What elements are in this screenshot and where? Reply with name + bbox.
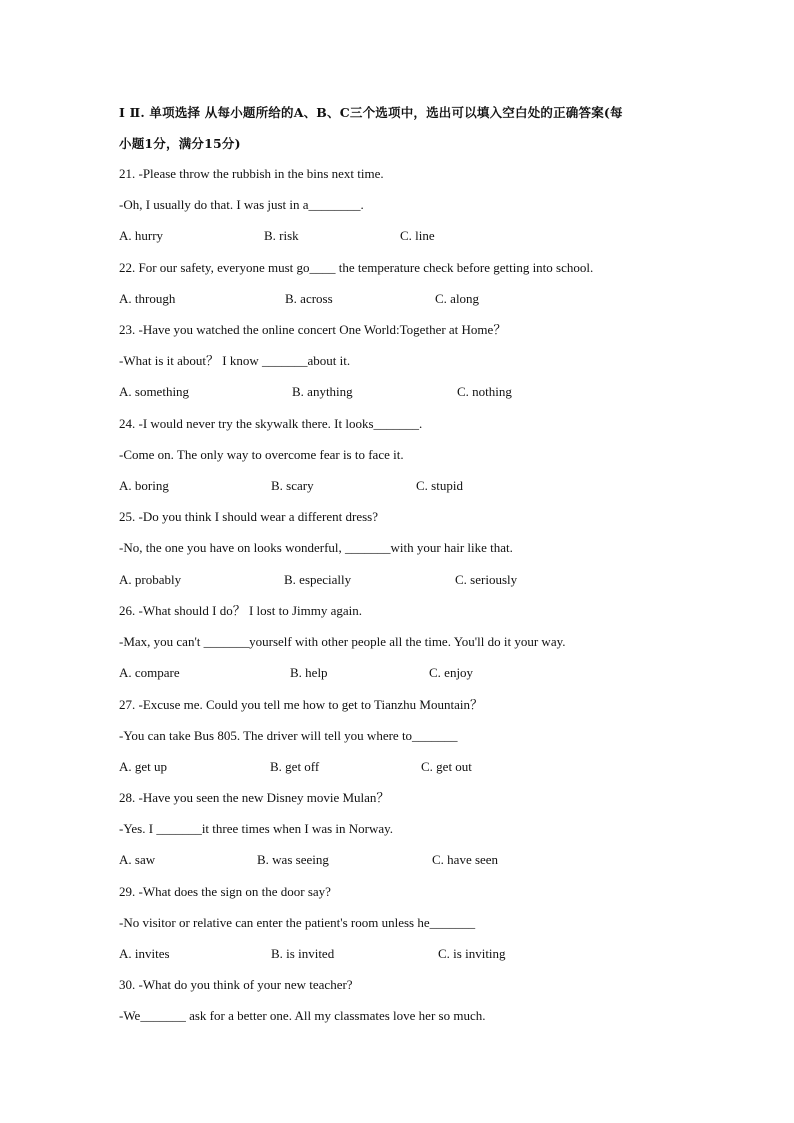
question-24-prompt: 24. -I would never try the skywalk there. It looks_______. (119, 416, 423, 431)
question-25-option-c: C. seriously (455, 572, 518, 587)
question-29-response: -No visitor or relative can enter the patient's room unless he_______ (119, 915, 476, 930)
question-27-option-a: A. get up (119, 759, 168, 774)
question-28-option-a: A. saw (119, 852, 156, 867)
question-28-option-c: C. have seen (432, 852, 499, 867)
question-22-option-b: B. across (285, 291, 333, 306)
question-24-response: -Come on. The only way to overcome fear is to face it. (119, 447, 404, 462)
question-23-option-c: C. nothing (457, 384, 512, 399)
question-22-prompt: 22. For our safety, everyone must go____ the temperature check before getting into school. (119, 260, 594, 275)
question-28-option-b: B. was seeing (257, 852, 329, 867)
question-29-option-a: A. invites (119, 946, 170, 961)
section-heading (119, 97, 694, 159)
section-heading-line-2: 小题1分，满分15分) (119, 136, 241, 151)
question-28-response: -Yes. I _______it three times when I was in Norway. (119, 821, 394, 836)
question-27-response: -You can take Bus 805. The driver will tell you where to_______ (119, 728, 458, 743)
question-29-option-c: C. is inviting (438, 946, 506, 961)
question-28-prompt: 28. -Have you seen the new Disney movie Mulan？ (119, 790, 390, 805)
question-25-prompt: 25. -Do you think I should wear a different dress? (119, 509, 378, 524)
section-heading-line-1: Ⅰ Ⅱ. 单项选择 从每小题所给的A、B、C三个选项中，选出可以填入空白处的正确答案(每 (119, 105, 623, 120)
question-23-response: -What is it about？ I know _______about it. (119, 353, 351, 368)
question-26-prompt: 26. -What should I do？ I lost to Jimmy again. (119, 603, 363, 618)
question-23-prompt: 23. -Have you watched the online concert One World:Together at Home？ (119, 322, 507, 337)
question-26-option-a: A. compare (119, 665, 180, 680)
question-30-response: -We_______ ask for a better one. All my classmates love her so much. (119, 1008, 486, 1023)
question-25-option-a: A. probably (119, 572, 182, 587)
question-27-prompt: 27. -Excuse me. Could you tell me how to get to Tianzhu Mountain？ (119, 697, 483, 712)
question-29-option-b: B. is invited (271, 946, 335, 961)
question-25-option-b: B. especially (284, 572, 352, 587)
question-21-option-a: A. hurry (119, 228, 164, 243)
question-24-option-a: A. boring (119, 478, 169, 493)
question-22-option-c: C. along (435, 291, 480, 306)
question-27-option-c: C. get out (421, 759, 472, 774)
question-26-response: -Max, you can't _______yourself with other people all the time. You'll do it your way. (119, 634, 566, 649)
question-21-option-c: C. line (400, 228, 435, 243)
question-21-prompt: 21. -Please throw the rubbish in the bins next time. (119, 166, 384, 181)
question-22-option-a: A. through (119, 291, 176, 306)
question-24-option-c: C. stupid (416, 478, 463, 493)
question-25-response: -No, the one you have on looks wonderful, _______with your hair like that. (119, 540, 513, 555)
question-26-option-b: B. help (290, 665, 328, 680)
question-26-option-c: C. enjoy (429, 665, 474, 680)
question-24-option-b: B. scary (271, 478, 314, 493)
question-23-option-a: A. something (119, 384, 190, 399)
question-23-option-b: B. anything (292, 384, 353, 399)
question-27-option-b: B. get off (270, 759, 320, 774)
question-21-response: -Oh, I usually do that. I was just in a________. (119, 197, 364, 212)
question-30-prompt: 30. -What do you think of your new teacher? (119, 977, 353, 992)
question-29-prompt: 29. -What does the sign on the door say? (119, 884, 331, 899)
question-21-option-b: B. risk (264, 228, 299, 243)
